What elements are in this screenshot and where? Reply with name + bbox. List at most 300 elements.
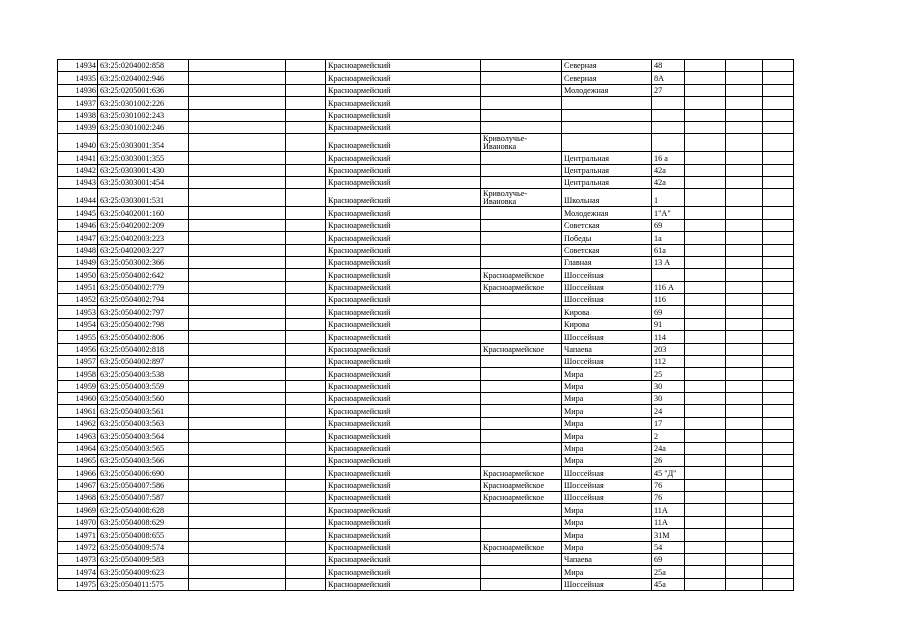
street-cell [562, 97, 652, 109]
record-number-cell: 14947 [58, 232, 98, 244]
locality-cell: Красноармейское [481, 479, 562, 491]
locality-cell [481, 152, 562, 164]
table-row [58, 541, 794, 553]
street-cell: Шоссейная [562, 331, 652, 343]
table-row [58, 164, 794, 176]
empty-cell [685, 207, 726, 219]
house-number-cell: 54 [652, 541, 685, 553]
house-number-cell: 8А [652, 72, 685, 84]
table-row [58, 269, 794, 281]
house-number-cell: 69 [652, 553, 685, 565]
empty-cell [726, 541, 763, 553]
empty-cell [189, 121, 286, 133]
empty-cell [763, 60, 794, 72]
locality-cell [481, 417, 562, 429]
empty-cell [685, 84, 726, 96]
empty-cell [726, 467, 763, 479]
cadastral-number-cell: 63:25:0504003:566 [98, 454, 189, 466]
district-cell: Красноармейский [326, 467, 481, 479]
street-cell: Шоссейная [562, 467, 652, 479]
record-number-cell: 14962 [58, 417, 98, 429]
cadastral-number-cell: 63:25:0504008:629 [98, 516, 189, 528]
table-row [58, 393, 794, 405]
empty-cell [726, 405, 763, 417]
empty-cell [726, 244, 763, 256]
house-number-cell: 1 [652, 189, 685, 207]
empty-cell [685, 430, 726, 442]
house-number-cell: 26 [652, 454, 685, 466]
district-cell: Красноармейский [326, 454, 481, 466]
record-number-cell: 14949 [58, 256, 98, 268]
empty-cell [286, 541, 326, 553]
record-number-cell: 14955 [58, 331, 98, 343]
empty-cell [763, 442, 794, 454]
empty-cell [189, 553, 286, 565]
empty-cell [286, 60, 326, 72]
locality-cell: Красноармейское [481, 269, 562, 281]
district-cell: Красноармейский [326, 189, 481, 207]
empty-cell [763, 380, 794, 392]
empty-cell [189, 269, 286, 281]
registry-table-body [58, 60, 794, 591]
empty-cell [685, 281, 726, 293]
empty-cell [726, 578, 763, 590]
empty-cell [685, 578, 726, 590]
district-cell: Красноармейский [326, 60, 481, 72]
cadastral-number-cell: 63:25:0301002:226 [98, 97, 189, 109]
empty-cell [189, 504, 286, 516]
empty-cell [726, 331, 763, 343]
record-number-cell: 14946 [58, 219, 98, 231]
empty-cell [726, 232, 763, 244]
cadastral-number-cell: 63:25:0303001:355 [98, 152, 189, 164]
locality-cell [481, 121, 562, 133]
table-row [58, 566, 794, 578]
locality-cell [481, 256, 562, 268]
house-number-cell: 27 [652, 84, 685, 96]
empty-cell [685, 442, 726, 454]
empty-cell [189, 177, 286, 189]
cadastral-number-cell: 63:25:0504003:560 [98, 393, 189, 405]
cadastral-number-cell: 63:25:0504007:586 [98, 479, 189, 491]
table-row [58, 97, 794, 109]
locality-cell [481, 504, 562, 516]
empty-cell [685, 134, 726, 152]
street-cell: Шоссейная [562, 355, 652, 367]
empty-cell [726, 479, 763, 491]
cadastral-number-cell: 63:25:0504002:779 [98, 281, 189, 293]
empty-cell [189, 244, 286, 256]
district-cell: Красноармейский [326, 219, 481, 231]
street-cell: Мира [562, 393, 652, 405]
empty-cell [286, 177, 326, 189]
empty-cell [763, 467, 794, 479]
cadastral-number-cell: 63:25:0204002:946 [98, 72, 189, 84]
record-number-cell: 14941 [58, 152, 98, 164]
street-cell: Молодежная [562, 84, 652, 96]
empty-cell [726, 134, 763, 152]
table-row [58, 380, 794, 392]
empty-cell [763, 343, 794, 355]
district-cell: Красноармейский [326, 152, 481, 164]
locality-cell [481, 244, 562, 256]
cadastral-number-cell: 63:25:0504008:628 [98, 504, 189, 516]
table-row [58, 84, 794, 96]
empty-cell [685, 244, 726, 256]
house-number-cell: 24а [652, 442, 685, 454]
empty-cell [286, 504, 326, 516]
district-cell: Красноармейский [326, 417, 481, 429]
empty-cell [189, 430, 286, 442]
empty-cell [726, 207, 763, 219]
empty-cell [763, 368, 794, 380]
empty-cell [286, 467, 326, 479]
record-number-cell: 14945 [58, 207, 98, 219]
house-number-cell: 1а [652, 232, 685, 244]
cadastral-number-cell: 63:25:0504011:575 [98, 578, 189, 590]
empty-cell [726, 97, 763, 109]
empty-cell [189, 318, 286, 330]
locality-cell [481, 97, 562, 109]
locality-cell [481, 368, 562, 380]
empty-cell [763, 164, 794, 176]
empty-cell [685, 343, 726, 355]
district-cell: Красноармейский [326, 343, 481, 355]
street-cell: Шоссейная [562, 294, 652, 306]
locality-cell [481, 553, 562, 565]
empty-cell [685, 492, 726, 504]
house-number-cell: 31М [652, 529, 685, 541]
house-number-cell: 48 [652, 60, 685, 72]
cadastral-number-cell: 63:25:0504003:564 [98, 430, 189, 442]
district-cell: Красноармейский [326, 578, 481, 590]
empty-cell [286, 281, 326, 293]
street-cell: Мира [562, 405, 652, 417]
cadastral-number-cell: 63:25:0402003:227 [98, 244, 189, 256]
house-number-cell: 1"А" [652, 207, 685, 219]
empty-cell [685, 60, 726, 72]
empty-cell [685, 177, 726, 189]
district-cell: Красноармейский [326, 121, 481, 133]
empty-cell [726, 380, 763, 392]
district-cell: Красноармейский [326, 368, 481, 380]
empty-cell [726, 529, 763, 541]
empty-cell [726, 84, 763, 96]
cadastral-number-cell: 63:25:0504002:897 [98, 355, 189, 367]
street-cell: Мира [562, 516, 652, 528]
street-cell: Мира [562, 541, 652, 553]
cadastral-number-cell: 63:25:0503002:366 [98, 256, 189, 268]
table-row [58, 504, 794, 516]
locality-cell [481, 294, 562, 306]
cadastral-number-cell: 63:25:0504002:798 [98, 318, 189, 330]
table-row [58, 318, 794, 330]
empty-cell [685, 97, 726, 109]
record-number-cell: 14956 [58, 343, 98, 355]
district-cell: Красноармейский [326, 492, 481, 504]
empty-cell [286, 516, 326, 528]
table-row [58, 256, 794, 268]
house-number-cell: 24 [652, 405, 685, 417]
locality-cell [481, 516, 562, 528]
record-number-cell: 14970 [58, 516, 98, 528]
street-cell: Северная [562, 60, 652, 72]
empty-cell [189, 60, 286, 72]
cadastral-number-cell: 63:25:0504006:690 [98, 467, 189, 479]
empty-cell [286, 232, 326, 244]
empty-cell [726, 355, 763, 367]
house-number-cell: 116 А [652, 281, 685, 293]
district-cell: Красноармейский [326, 84, 481, 96]
empty-cell [189, 454, 286, 466]
empty-cell [763, 529, 794, 541]
table-row [58, 281, 794, 293]
locality-cell: Красноармейское [481, 281, 562, 293]
cadastral-number-cell: 63:25:0204002:858 [98, 60, 189, 72]
table-row [58, 516, 794, 528]
table-row [58, 430, 794, 442]
locality-cell [481, 442, 562, 454]
district-cell: Красноармейский [326, 269, 481, 281]
empty-cell [763, 232, 794, 244]
empty-cell [286, 219, 326, 231]
cadastral-number-cell: 63:25:0504002:797 [98, 306, 189, 318]
house-number-cell: 25 [652, 368, 685, 380]
house-number-cell: 116 [652, 294, 685, 306]
cadastral-number-cell: 63:25:0504009:574 [98, 541, 189, 553]
empty-cell [763, 121, 794, 133]
empty-cell [189, 281, 286, 293]
empty-cell [726, 516, 763, 528]
record-number-cell: 14943 [58, 177, 98, 189]
table-row [58, 109, 794, 121]
empty-cell [726, 318, 763, 330]
cadastral-number-cell: 63:25:0303001:354 [98, 134, 189, 152]
record-number-cell: 14971 [58, 529, 98, 541]
locality-cell [481, 380, 562, 392]
empty-cell [189, 393, 286, 405]
street-cell: Советская [562, 219, 652, 231]
house-number-cell: 76 [652, 492, 685, 504]
empty-cell [286, 355, 326, 367]
street-cell: Главная [562, 256, 652, 268]
empty-cell [726, 343, 763, 355]
empty-cell [685, 405, 726, 417]
locality-cell [481, 454, 562, 466]
empty-cell [726, 72, 763, 84]
empty-cell [286, 331, 326, 343]
house-number-cell: 17 [652, 417, 685, 429]
empty-cell [286, 380, 326, 392]
empty-cell [685, 256, 726, 268]
empty-cell [726, 281, 763, 293]
record-number-cell: 14968 [58, 492, 98, 504]
empty-cell [763, 72, 794, 84]
cadastral-number-cell: 63:25:0504009:623 [98, 566, 189, 578]
locality-cell: Красноармейское [481, 541, 562, 553]
empty-cell [685, 504, 726, 516]
empty-cell [763, 479, 794, 491]
district-cell: Красноармейский [326, 281, 481, 293]
table-row [58, 529, 794, 541]
house-number-cell [652, 134, 685, 152]
district-cell: Красноармейский [326, 331, 481, 343]
table-row [58, 152, 794, 164]
empty-cell [685, 380, 726, 392]
district-cell: Красноармейский [326, 256, 481, 268]
house-number-cell: 114 [652, 331, 685, 343]
table-row [58, 578, 794, 590]
empty-cell [189, 109, 286, 121]
empty-cell [763, 553, 794, 565]
empty-cell [286, 189, 326, 207]
empty-cell [763, 541, 794, 553]
street-cell: Мира [562, 417, 652, 429]
house-number-cell: 45 "Д" [652, 467, 685, 479]
house-number-cell: 61а [652, 244, 685, 256]
empty-cell [189, 541, 286, 553]
house-number-cell: 25а [652, 566, 685, 578]
locality-cell [481, 84, 562, 96]
empty-cell [763, 306, 794, 318]
table-row [58, 121, 794, 133]
locality-cell [481, 219, 562, 231]
district-cell: Красноармейский [326, 541, 481, 553]
record-number-cell: 14940 [58, 134, 98, 152]
locality-cell [481, 109, 562, 121]
district-cell: Красноармейский [326, 380, 481, 392]
street-cell: Мира [562, 442, 652, 454]
empty-cell [726, 417, 763, 429]
house-number-cell: 69 [652, 306, 685, 318]
table-row [58, 189, 794, 207]
street-cell: Победы [562, 232, 652, 244]
district-cell: Красноармейский [326, 355, 481, 367]
empty-cell [685, 269, 726, 281]
district-cell: Красноармейский [326, 164, 481, 176]
house-number-cell: 42а [652, 177, 685, 189]
empty-cell [726, 430, 763, 442]
locality-cell [481, 207, 562, 219]
street-cell [562, 134, 652, 152]
record-number-cell: 14950 [58, 269, 98, 281]
empty-cell [726, 219, 763, 231]
empty-cell [685, 164, 726, 176]
empty-cell [763, 219, 794, 231]
empty-cell [286, 269, 326, 281]
house-number-cell: 45а [652, 578, 685, 590]
district-cell: Красноармейский [326, 430, 481, 442]
table-row [58, 134, 794, 152]
street-cell [562, 121, 652, 133]
house-number-cell: 30 [652, 380, 685, 392]
empty-cell [189, 294, 286, 306]
street-cell: Мира [562, 380, 652, 392]
district-cell: Красноармейский [326, 97, 481, 109]
street-cell: Центральная [562, 164, 652, 176]
empty-cell [685, 479, 726, 491]
table-row [58, 343, 794, 355]
table-row [58, 467, 794, 479]
locality-cell [481, 405, 562, 417]
street-cell: Северная [562, 72, 652, 84]
empty-cell [286, 454, 326, 466]
cadastral-number-cell: 63:25:0303001:430 [98, 164, 189, 176]
empty-cell [286, 492, 326, 504]
empty-cell [286, 566, 326, 578]
street-cell: Шоссейная [562, 492, 652, 504]
empty-cell [189, 467, 286, 479]
empty-cell [726, 368, 763, 380]
empty-cell [763, 492, 794, 504]
empty-cell [189, 566, 286, 578]
street-cell: Центральная [562, 177, 652, 189]
empty-cell [286, 442, 326, 454]
empty-cell [726, 306, 763, 318]
empty-cell [685, 467, 726, 479]
empty-cell [763, 207, 794, 219]
house-number-cell [652, 121, 685, 133]
record-number-cell: 14948 [58, 244, 98, 256]
empty-cell [726, 442, 763, 454]
cadastral-number-cell: 63:25:0504003:563 [98, 417, 189, 429]
locality-cell [481, 72, 562, 84]
district-cell: Красноармейский [326, 393, 481, 405]
district-cell: Красноармейский [326, 442, 481, 454]
locality-cell [481, 578, 562, 590]
empty-cell [189, 578, 286, 590]
house-number-cell: 16 а [652, 152, 685, 164]
empty-cell [286, 393, 326, 405]
house-number-cell: 69 [652, 219, 685, 231]
empty-cell [189, 492, 286, 504]
street-cell: Чапаева [562, 343, 652, 355]
empty-cell [763, 244, 794, 256]
record-number-cell: 14974 [58, 566, 98, 578]
empty-cell [763, 134, 794, 152]
empty-cell [763, 152, 794, 164]
district-cell: Красноармейский [326, 529, 481, 541]
cadastral-number-cell: 63:25:0301002:246 [98, 121, 189, 133]
empty-cell [763, 454, 794, 466]
cadastral-number-cell: 63:25:0504002:642 [98, 269, 189, 281]
cadastral-number-cell: 63:25:0205001:636 [98, 84, 189, 96]
empty-cell [726, 294, 763, 306]
record-number-cell: 14961 [58, 405, 98, 417]
table-row [58, 553, 794, 565]
district-cell: Красноармейский [326, 553, 481, 565]
empty-cell [286, 84, 326, 96]
cadastral-number-cell: 63:25:0504003:565 [98, 442, 189, 454]
table-row [58, 417, 794, 429]
record-number-cell: 14957 [58, 355, 98, 367]
locality-cell [481, 177, 562, 189]
empty-cell [189, 97, 286, 109]
cadastral-number-cell: 63:25:0504003:561 [98, 405, 189, 417]
empty-cell [286, 306, 326, 318]
empty-cell [286, 97, 326, 109]
empty-cell [763, 393, 794, 405]
empty-cell [685, 121, 726, 133]
street-cell: Шоссейная [562, 479, 652, 491]
empty-cell [726, 454, 763, 466]
locality-cell: Красноармейское [481, 343, 562, 355]
street-cell: Мира [562, 504, 652, 516]
empty-cell [286, 529, 326, 541]
locality-cell [481, 306, 562, 318]
house-number-cell [652, 109, 685, 121]
district-cell: Красноармейский [326, 516, 481, 528]
